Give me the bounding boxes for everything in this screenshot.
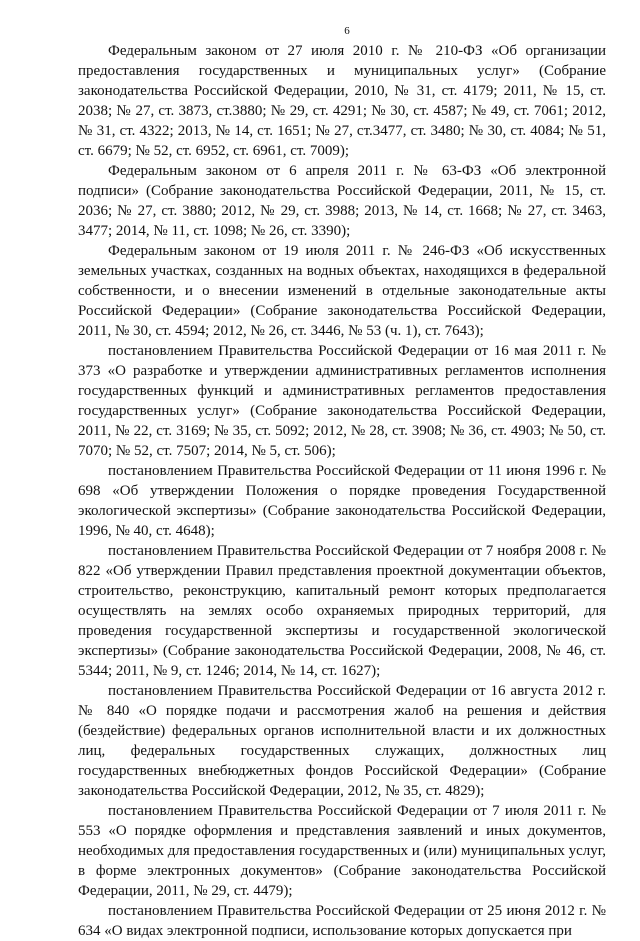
paragraph-law-246-fz: Федеральным законом от 19 июля 2011 г. № 246-ФЗ «Об искусственных земельных участках, созданных на водных объектах, находящихся в федеральной собственности, и о внесении изменений в отдельные законодательные акты Российской Федерации» (Собрание законодательства Российской Федерации, 2011, № 30, ст. 4594; 2012, № 26, ст. 3446, № 53 (ч. 1), ст. 7643);	[78, 243, 606, 339]
paragraph-resolution-822: постановлением Правительства Российской Федерации от 7 ноября 2008 г. № 822 «Об утверждении Правил представления проектной документации объектов, строительство, реконструкцию, капитальный ремонт которых предполагается осуществлять на землях особо охраняемых природных территорий, для проведения государственной экспертизы и государственной экологической экспертизы» (Собрание законодательства Российской Федерации, 2008, № 46, ст. 5344; 2011, № 9, ст. 1246; 2014, № 14, ст. 1627);	[78, 543, 606, 679]
paragraph-resolution-698: постановлением Правительства Российской Федерации от 11 июня 1996 г. № 698 «Об утверждении Положения о порядке проведения Государственной экологической экспертизы» (Собрание законодательства Российской Федерации, 1996, № 40, ст. 4648);	[78, 463, 606, 539]
paragraph-resolution-553: постановлением Правительства Российской Федерации от 7 июля 2011 г. № 553 «О порядке оформления и представления заявлений и иных документов, необходимых для предоставления государственных и (или) муниципальных услуг, в форме электронных документов» (Собрание законодательства Российской Федерации, 2011, № 29, ст. 4479);	[78, 803, 606, 899]
paragraph-law-63-fz: Федеральным законом от 6 апреля 2011 г. № 63-ФЗ «Об электронной подписи» (Собрание законодательства Российской Федерации, 2011, № 15, ст. 2036; № 27, ст. 3880; 2012, № 29, ст. 3988; 2013, № 14, ст. 1668; № 27, ст. 3463, 3477; 2014, № 11, ст. 1098; № 26, ст. 3390);	[78, 163, 606, 239]
paragraph-law-210-fz: Федеральным законом от 27 июля 2010 г. № 210-ФЗ «Об организации предоставления государственных и муниципальных услуг» (Собрание законодательства Российской Федерации, 2010, № 31, ст. 4179; 2011, № 15, ст. 2038; № 27, ст. 3873, ст.3880; № 29, ст. 4291; № 30, ст. 4587; № 49, ст. 7061; 2012, № 31, ст. 4322; 2013, № 14, ст. 1651; № 27, ст.3477, ст. 3480; № 30, ст. 4084; № 51, ст. 6679; № 52, ст. 6952, ст. 6961, ст. 7009);	[78, 43, 606, 159]
paragraph-resolution-373: постановлением Правительства Российской Федерации от 16 мая 2011 г. № 373 «О разработке и утверждении административных регламентов исполнения государственных функций и административных регламентов предоставления государственных услуг» (Собрание законодательства Российской Федерации, 2011, № 22, ст. 3169; № 35, ст. 5092; 2012, № 28, ст. 3908; № 36, ст. 4903; № 50, ст. 7070; № 52, ст. 7507; 2014, № 5, ст. 506);	[78, 343, 606, 459]
paragraph-resolution-634: постановлением Правительства Российской Федерации от 25 июня 2012 г. № 634 «О видах электронной подписи, использование которых допускается при	[78, 903, 606, 939]
page-number: 6	[344, 25, 350, 37]
paragraph-resolution-840: постановлением Правительства Российской Федерации от 16 августа 2012 г. № 840 «О порядке подачи и рассмотрения жалоб на решения и действия (бездействие) федеральных органов исполнительной власти и их должностных лиц, федеральных государственных служащих, должностных лиц государственных внебюджетных фондов Российской Федерации» (Собрание законодательства Российской Федерации, 2012, № 35, ст. 4829);	[78, 683, 606, 799]
